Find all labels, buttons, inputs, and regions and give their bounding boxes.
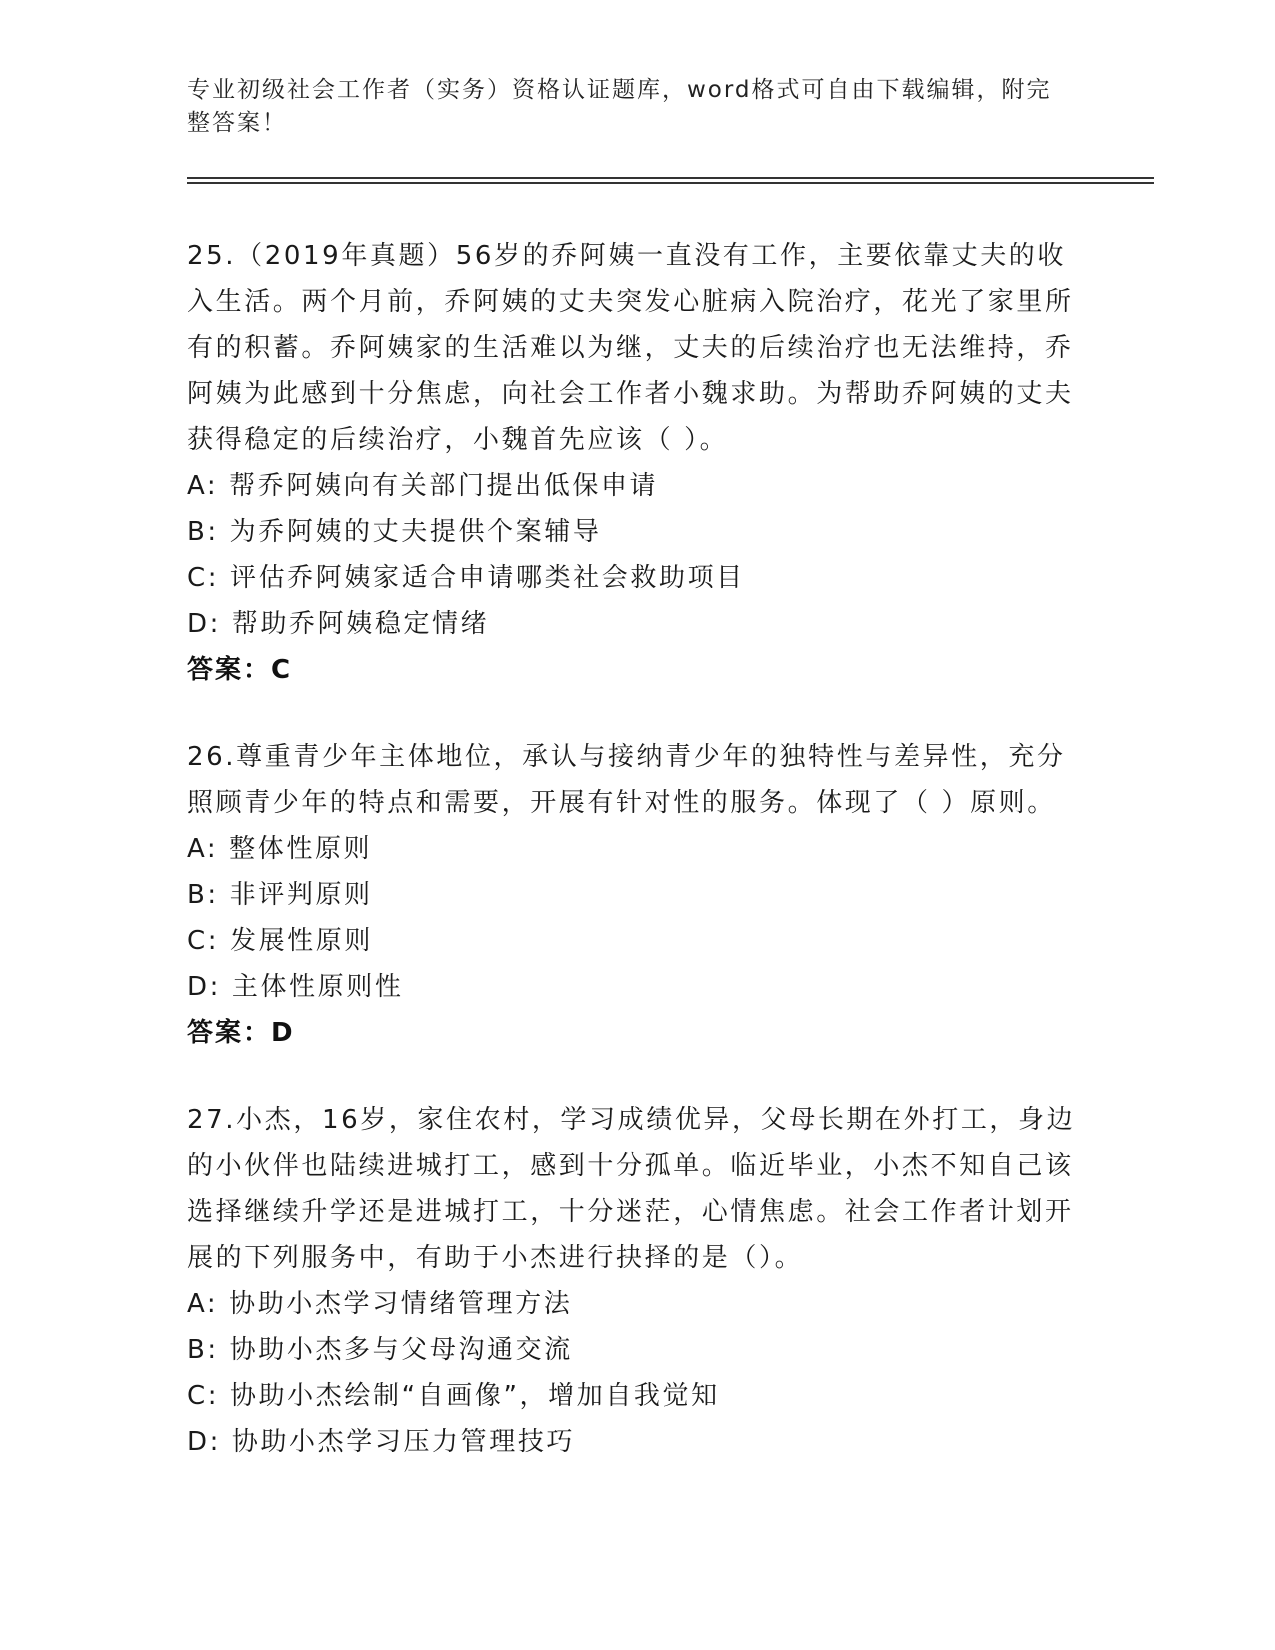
option-d: D: 主体性原则性 — [187, 972, 404, 1002]
option-b: B: 为乔阿姨的丈夫提供个案辅导 — [187, 517, 602, 547]
option-c: C: 发展性原则 — [187, 926, 373, 956]
question-27 — [187, 1097, 1087, 1465]
answer: 答案：C — [187, 655, 293, 685]
question-stem: 26.尊重青少年主体地位，承认与接纳青少年的独特性与差异性，充分照顾青少年的特点和需要，开展有针对性的服务。体现了（ ）原则。 — [187, 742, 1066, 818]
header-divider-top — [187, 177, 1154, 179]
option-a: A: 协助小杰学习情绪管理方法 — [187, 1289, 573, 1319]
option-a: A: 整体性原则 — [187, 834, 373, 864]
option-c: C: 协助小杰绘制“自画像”，增加自我觉知 — [187, 1381, 720, 1411]
document-header: 专业初级社会工作者（实务）资格认证题库，word格式可自由下载编辑，附完整答案！ — [187, 77, 1052, 136]
question-stem: 25.（2019年真题）56岁的乔阿姨一直没有工作，主要依靠丈夫的收入生活。两个月前，乔阿姨的丈夫突发心脏病入院治疗，花光了家里所有的积蓄。乔阿姨家的生活难以为继，丈夫的后续治疗也无法维持，乔阿姨为此感到十分焦虑，向社会工作者小魏求助。为帮助乔阿姨的丈夫获得稳定的后续治疗，小魏首先应该（ ）。 — [187, 241, 1074, 455]
option-d: D: 协助小杰学习压力管理技巧 — [187, 1427, 576, 1457]
question-26 — [187, 734, 1087, 1056]
option-c: C: 评估乔阿姨家适合申请哪类社会救助项目 — [187, 563, 745, 593]
option-b: B: 协助小杰多与父母沟通交流 — [187, 1335, 573, 1365]
option-d: D: 帮助乔阿姨稳定情绪 — [187, 609, 490, 639]
header-divider-bottom — [187, 182, 1154, 184]
option-a: A: 帮乔阿姨向有关部门提出低保申请 — [187, 471, 659, 501]
option-b: B: 非评判原则 — [187, 880, 373, 910]
question-25 — [187, 233, 1087, 693]
answer: 答案：D — [187, 1018, 295, 1048]
question-stem: 27.小杰，16岁，家住农村，学习成绩优异，父母长期在外打工，身边的小伙伴也陆续进城打工，感到十分孤单。临近毕业，小杰不知自己该选择继续升学还是进城打工，十分迷茫，心情焦虑。社会工作者计划开展的下列服务中，有助于小杰进行抉择的是（）。 — [187, 1105, 1076, 1273]
